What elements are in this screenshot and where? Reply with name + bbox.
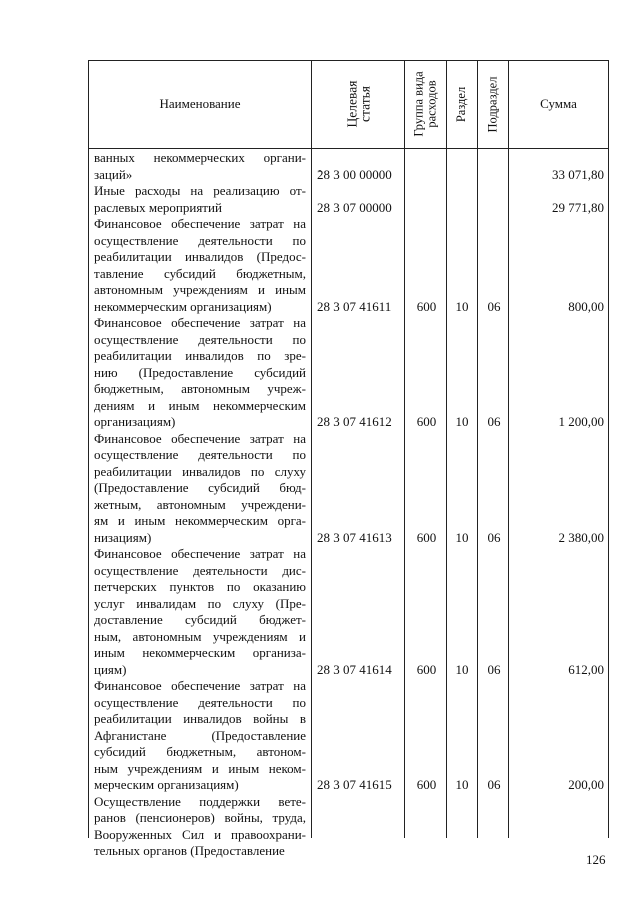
description-line: организациям) [94,414,176,429]
description-line: реабилитации инвалидов войны в [94,711,306,726]
header-code [312,60,404,148]
description-line: тельных органов (Предоставление [94,843,285,858]
row-description [94,678,306,794]
row-section: 10 [455,298,469,314]
description-line: некоммерческим организациям) [94,298,272,314]
row-code: 28 3 07 41612 [317,414,392,429]
row-code: 28 3 07 00000 [317,199,392,215]
header-name [89,60,311,148]
description-line: дениям и иным некоммерческим [94,397,306,413]
description-line: (Предоставление субсидий бюд- [94,480,306,495]
row-code: 28 3 07 41611 [317,298,392,314]
row-sum: 800,00 [568,298,604,314]
row-description [94,216,306,315]
row-group: 600 [416,777,437,792]
description-line: мерческим организациям) [94,777,239,792]
row-subsection: 06 [487,777,501,792]
description-line: циям) [94,661,127,677]
description-line: жетным, автономным учреждени- [94,496,306,512]
table-border-right [608,60,609,838]
row-sum: 33 071,80 [552,166,604,182]
header-group [405,60,446,148]
description-line: Финансовое обеспечение затрат на [94,430,306,446]
row-description [94,546,306,678]
description-line: нию (Предоставление субсидий [94,364,306,380]
row-code: 28 3 07 41614 [317,661,392,677]
row-sum: 200,00 [568,777,604,792]
description-line: осуществление деятельности по [94,694,306,710]
description-line: ным учреждениям и иным неком- [94,760,306,776]
row-group: 600 [416,414,437,429]
header-subsection-text: Подраздел [485,76,500,132]
description-line: реабилитации инвалидов по слуху [94,463,306,479]
description-line: доставление субсидий бюджет- [94,612,306,627]
header-group-text [413,71,439,136]
row-subsection: 06 [487,414,501,429]
description-line: Иные расходы на реализацию от- [94,183,306,198]
column-divider [446,60,447,838]
row-description [94,315,306,431]
description-line: реабилитации инвалидов по зре- [94,348,306,363]
row-description [94,150,306,183]
description-line: заций» [94,166,133,182]
row-sum: 2 380,00 [558,529,604,545]
table-border-left [88,60,89,838]
row-description [94,431,306,547]
description-line: петчерских пунктов по оказанию [94,579,306,594]
budget-table [88,60,609,858]
header-sum [509,60,608,148]
row-group: 600 [416,298,437,314]
description-line: Афганистане (Предоставление [94,727,306,743]
description-line: ям и иным некоммерческим орга- [94,513,306,528]
header-divider [88,148,609,149]
row-group: 600 [416,661,437,677]
row-section: 10 [455,414,469,429]
description-line: ным, автономным учреждениям и [94,628,306,644]
row-sum: 29 771,80 [552,199,604,215]
row-sum: 612,00 [568,661,604,677]
description-line: раслевых мероприятий [94,199,222,215]
description-line: Финансовое обеспечение затрат на [94,315,306,330]
header-code-text [345,81,371,128]
header-name-text: Наименование [159,96,241,111]
description-line: осуществление деятельности по [94,232,306,248]
description-line: Финансовое обеспечение затрат на [94,216,306,231]
header-code-line2: статья [357,86,372,122]
row-section: 10 [455,661,469,677]
row-section: 10 [455,529,469,545]
description-line: осуществление деятельности по [94,447,306,462]
page-number: 126 [586,852,606,867]
header-subsection [478,60,508,148]
row-subsection: 06 [487,661,501,677]
row-subsection: 06 [487,298,501,314]
description-line: услуг инвалидам по слуху (Пре- [94,595,306,611]
description-line: низациям) [94,529,152,545]
row-code: 28 3 07 41615 [317,777,392,792]
description-line: реабилитации инвалидов (Предос- [94,249,306,264]
row-sum: 1 200,00 [558,414,604,429]
description-line: осуществление деятельности дис- [94,562,306,578]
description-line: ранов (пенсионеров) войны, труда, [94,810,306,825]
description-line: осуществление деятельности по [94,331,306,347]
description-line: Осуществление поддержки вете- [94,793,306,809]
header-section-text: Раздел [454,86,469,122]
column-divider [508,60,509,838]
row-subsection: 06 [487,529,501,545]
description-line: бюджетным, автономным учреж- [94,381,306,396]
description-line: иным некоммерческим организа- [94,645,306,660]
description-line: Финансовое обеспечение затрат на [94,546,306,561]
row-group: 600 [416,529,437,545]
row-code: 28 3 00 00000 [317,166,392,182]
column-divider [311,60,312,838]
column-divider [404,60,405,838]
description-line: Вооруженных Сил и правоохрани- [94,826,306,842]
row-description [94,794,306,860]
description-line: ванных некоммерческих органи- [94,150,306,165]
description-line: Финансовое обеспечение затрат на [94,678,306,693]
row-code: 28 3 07 41613 [317,529,392,545]
description-line: автономным учреждениям и иным [94,282,306,297]
row-section: 10 [455,777,469,792]
header-sum-text: Сумма [540,96,577,111]
header-code-line1: Целевая [344,80,359,128]
column-divider [477,60,478,838]
header-section [447,60,477,148]
description-line: тавление субсидий бюджетным, [94,265,306,281]
header-group-line2: расходов [424,80,439,128]
description-line: субсидий бюджетным, автоном- [94,744,306,759]
header-group-line1: Группа вида [411,71,426,137]
row-description [94,183,306,216]
